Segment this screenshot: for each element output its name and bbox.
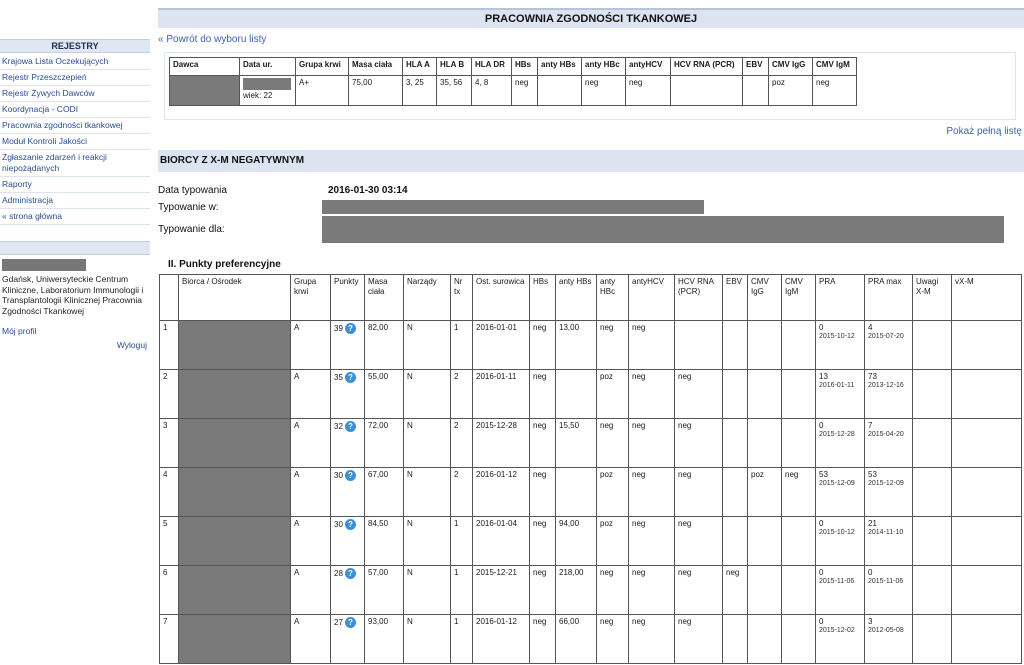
row-antyhcv: neg — [629, 566, 675, 615]
row-antyhbc: neg — [597, 615, 629, 664]
row-antyhbs — [556, 468, 597, 517]
sidebar-item-home[interactable]: « strona główna — [2, 211, 63, 221]
pra-max-value: 0 — [868, 568, 873, 577]
row-xm-notes — [913, 566, 952, 615]
row-pra-max — [865, 615, 913, 664]
row-pra-max — [865, 321, 913, 370]
row-tx-no: 1 — [451, 321, 473, 370]
row-number: 2 — [160, 370, 179, 419]
table-row[interactable] — [160, 566, 1022, 615]
help-icon[interactable]: ? — [345, 421, 356, 432]
table-row[interactable] — [160, 615, 1022, 664]
row-ebv — [723, 321, 748, 370]
col-cmv-igm: CMV IgM — [782, 275, 816, 321]
points-value: 30 — [334, 520, 343, 529]
donor-blood-group: A+ — [296, 76, 349, 106]
recipient-name-redacted — [179, 615, 291, 664]
col-hcv-rna: HCV RNA (PCR) — [675, 275, 723, 321]
col-ebv: EBV — [723, 275, 748, 321]
table-row[interactable] — [160, 321, 1022, 370]
row-number: 7 — [160, 615, 179, 664]
pra-date: 2015-12-09 — [819, 480, 855, 487]
row-blood-group: A — [291, 370, 331, 419]
col-anty-hbc: anty HBc — [582, 58, 626, 76]
col-donor: Dawca — [170, 58, 240, 76]
donor-anty-hcv: neg — [626, 76, 671, 106]
row-hcvrna: neg — [675, 517, 723, 566]
typing-date-label: Data typowania — [158, 185, 227, 196]
row-vxm — [952, 419, 1022, 468]
row-tx-no: 2 — [451, 419, 473, 468]
col-hla-b: HLA B — [437, 58, 472, 76]
row-vxm — [952, 517, 1022, 566]
pra-date: 2015-10-12 — [819, 529, 855, 536]
recipient-name-redacted — [179, 419, 291, 468]
row-cmvigg — [748, 321, 782, 370]
row-number: 6 — [160, 566, 179, 615]
row-blood-group: A — [291, 419, 331, 468]
row-antyhbc: poz — [597, 370, 629, 419]
col-hla-dr: HLA DR — [472, 58, 512, 76]
sidebar-item-reports[interactable]: Raporty — [2, 179, 32, 189]
row-hbs: neg — [530, 615, 556, 664]
sidebar-item — [0, 193, 150, 209]
row-pra — [816, 615, 865, 664]
pra-max-date: 2013-12-16 — [868, 382, 904, 389]
pra-date: 2015-10-12 — [819, 333, 855, 340]
sidebar-item-administration[interactable]: Administracja — [2, 195, 54, 205]
row-antyhbc: neg — [597, 566, 629, 615]
col-organs: Narządy — [404, 275, 451, 321]
sidebar-item — [0, 102, 150, 118]
recipient-name-redacted — [179, 566, 291, 615]
donor-table — [169, 57, 857, 106]
row-hbs: neg — [530, 468, 556, 517]
sidebar — [0, 0, 150, 665]
row-ebv: neg — [723, 566, 748, 615]
recipient-name-redacted — [179, 370, 291, 419]
row-vxm — [952, 468, 1022, 517]
row-last-serum: 2016-01-12 — [473, 615, 530, 664]
row-last-serum: 2016-01-11 — [473, 370, 530, 419]
row-blood-group: A — [291, 321, 331, 370]
row-pra-max — [865, 517, 913, 566]
table-row[interactable] — [160, 468, 1022, 517]
row-blood-group: A — [291, 566, 331, 615]
donor-hla-b: 35, 56 — [437, 76, 472, 106]
row-vxm — [952, 321, 1022, 370]
back-to-list-link[interactable]: « Powrót do wyboru listy — [158, 34, 267, 45]
sidebar-item-tissue-lab[interactable]: Pracownia zgodności tkankowej — [2, 120, 123, 130]
row-ebv — [723, 615, 748, 664]
row-hcvrna: neg — [675, 566, 723, 615]
row-mass: 84,50 — [365, 517, 404, 566]
points-value: 35 — [334, 373, 343, 382]
col-pra: PRA — [816, 275, 865, 321]
pra-value: 53 — [819, 470, 828, 479]
section-title: BIORCY Z X-M NEGATYWNYM — [158, 150, 1024, 172]
pra-max-value: 3 — [868, 617, 873, 626]
row-pra-max — [865, 566, 913, 615]
row-antyhcv: neg — [629, 370, 675, 419]
row-antyhbs: 66,00 — [556, 615, 597, 664]
row-organs: N — [404, 321, 451, 370]
row-organs: N — [404, 615, 451, 664]
donor-ebv — [743, 76, 769, 106]
row-pra-max — [865, 419, 913, 468]
row-organs: N — [404, 370, 451, 419]
row-mass: 82,00 — [365, 321, 404, 370]
row-hbs: neg — [530, 321, 556, 370]
col-hbs: HBs — [512, 58, 538, 76]
pra-max-date: 2015-07-20 — [868, 333, 904, 340]
help-icon[interactable]: ? — [345, 470, 356, 481]
donor-age: wiek: 22 — [243, 91, 273, 100]
row-last-serum: 2016-01-01 — [473, 321, 530, 370]
row-points — [331, 321, 365, 370]
row-cmvigm — [782, 370, 816, 419]
row-last-serum: 2015-12-28 — [473, 419, 530, 468]
pra-max-value: 21 — [868, 519, 877, 528]
row-hbs: neg — [530, 566, 556, 615]
table-row[interactable] — [160, 419, 1022, 468]
row-hcvrna: neg — [675, 615, 723, 664]
row-antyhcv: neg — [629, 517, 675, 566]
help-icon[interactable]: ? — [345, 519, 356, 530]
col-hbs: HBs — [530, 275, 556, 321]
pra-max-date: 2014-11-10 — [868, 529, 904, 536]
row-vxm — [952, 566, 1022, 615]
help-icon[interactable]: ? — [345, 568, 356, 579]
row-xm-notes — [913, 321, 952, 370]
row-points — [331, 370, 365, 419]
donor-hbs: neg — [512, 76, 538, 106]
pra-max-date: 2015-04-20 — [868, 431, 904, 438]
col-pra-max: PRA max — [865, 275, 913, 321]
row-points — [331, 566, 365, 615]
donor-anty-hbs — [538, 76, 582, 106]
row-hcvrna — [675, 321, 723, 370]
row-vxm — [952, 615, 1022, 664]
pra-value: 0 — [819, 323, 824, 332]
row-number: 1 — [160, 321, 179, 370]
row-last-serum: 2016-01-12 — [473, 468, 530, 517]
row-antyhcv: neg — [629, 321, 675, 370]
typing-for-redacted — [322, 216, 1004, 243]
row-last-serum: 2015-12-21 — [473, 566, 530, 615]
row-xm-notes — [913, 517, 952, 566]
row-points — [331, 468, 365, 517]
row-cmvigg — [748, 566, 782, 615]
row-pra — [816, 566, 865, 615]
row-hcvrna: neg — [675, 468, 723, 517]
donor-panel — [164, 52, 1016, 120]
col-hla-a: HLA A — [403, 58, 437, 76]
row-organs: N — [404, 517, 451, 566]
row-ebv — [723, 517, 748, 566]
row-number: 3 — [160, 419, 179, 468]
row-hbs: neg — [530, 517, 556, 566]
row-mass: 67,00 — [365, 468, 404, 517]
col-blood-group: Grupa krwi — [291, 275, 331, 321]
row-blood-group: A — [291, 615, 331, 664]
col-mass: Masa ciała — [365, 275, 404, 321]
sidebar-item — [0, 118, 150, 134]
pra-date: 2015-12-02 — [819, 627, 855, 634]
sidebar-item-transplant-register[interactable]: Rejestr Przeszczepień — [2, 72, 87, 82]
row-blood-group: A — [291, 517, 331, 566]
recipients-table — [159, 274, 1022, 664]
recipient-name-redacted — [179, 468, 291, 517]
sidebar-item — [0, 150, 150, 177]
row-hbs: neg — [530, 419, 556, 468]
pra-max-value: 73 — [868, 372, 877, 381]
row-mass: 55,00 — [365, 370, 404, 419]
donor-hcv-rna — [671, 76, 743, 106]
row-antyhbc: neg — [597, 419, 629, 468]
row-mass: 57,00 — [365, 566, 404, 615]
row-antyhbs: 218,00 — [556, 566, 597, 615]
sidebar-item-adverse-events[interactable]: Zgłaszanie zdarzeń i reakcji niepożądanych — [2, 152, 107, 173]
typing-in-redacted — [322, 200, 704, 214]
donor-data-row — [170, 76, 857, 106]
logout-link[interactable]: Wyloguj — [116, 340, 147, 350]
col-anty-hcv: antyHCV — [626, 58, 671, 76]
row-cmvigm — [782, 566, 816, 615]
row-cmvigg — [748, 615, 782, 664]
col-birth-date: Data ur. — [240, 58, 296, 76]
recipient-name-redacted — [179, 517, 291, 566]
col-recipient: Biorca / Ośrodek — [179, 275, 291, 321]
row-antyhbs — [556, 370, 597, 419]
redacted-user-name — [2, 259, 86, 271]
row-organs: N — [404, 468, 451, 517]
page-title: PRACOWNIA ZGODNOŚCI TKANKOWEJ — [158, 8, 1024, 28]
typing-date-value: 2016-01-30 03:14 — [328, 185, 408, 196]
pra-max-date: 2012-05-08 — [868, 627, 904, 634]
row-organs: N — [404, 419, 451, 468]
col-ebv: EBV — [743, 58, 769, 76]
col-xm-notes: Uwagi X-M — [913, 275, 952, 321]
row-points — [331, 615, 365, 664]
row-blood-group: A — [291, 468, 331, 517]
sidebar-item — [0, 134, 150, 150]
points-value: 32 — [334, 422, 343, 431]
row-last-serum: 2016-01-04 — [473, 517, 530, 566]
help-icon[interactable]: ? — [345, 617, 356, 628]
col-vxm: vX-M — [952, 275, 1022, 321]
row-number: 4 — [160, 468, 179, 517]
row-points — [331, 419, 365, 468]
row-tx-no: 2 — [451, 468, 473, 517]
pra-max-value: 7 — [868, 421, 873, 430]
pra-max-value: 4 — [868, 323, 873, 332]
table-row[interactable] — [160, 517, 1022, 566]
col-cmv-igg: CMV IgG — [748, 275, 782, 321]
row-xm-notes — [913, 615, 952, 664]
points-value: 39 — [334, 324, 343, 333]
row-cmvigm — [782, 321, 816, 370]
row-cmvigm: neg — [782, 468, 816, 517]
sidebar-item-living-donors[interactable]: Rejestr Żywych Dawców — [2, 88, 95, 98]
row-xm-notes — [913, 370, 952, 419]
row-tx-no: 1 — [451, 566, 473, 615]
row-pra — [816, 321, 865, 370]
row-ebv — [723, 419, 748, 468]
row-tx-no: 2 — [451, 370, 473, 419]
sidebar-item — [0, 177, 150, 193]
col-tx-no: Nr tx — [451, 275, 473, 321]
row-tx-no: 1 — [451, 517, 473, 566]
table-row[interactable] — [160, 370, 1022, 419]
row-antyhcv: neg — [629, 419, 675, 468]
row-cmvigm — [782, 517, 816, 566]
row-antyhcv: neg — [629, 615, 675, 664]
col-no — [160, 275, 179, 321]
donor-cmv-igm: neg — [813, 76, 857, 106]
pra-value: 0 — [819, 568, 824, 577]
sidebar-item — [0, 86, 150, 102]
organization-name: Gdańsk, Uniwersyteckie Centrum Kliniczne, Laboratorium Immunologii i Transplantologii Klinicznej Pracownia Zgodności Tkankowej — [2, 274, 144, 316]
col-blood-group: Grupa krwi — [296, 58, 349, 76]
main-content — [158, 0, 1024, 665]
points-value: 30 — [334, 471, 343, 480]
row-hcvrna: neg — [675, 370, 723, 419]
col-points: Punkty — [331, 275, 365, 321]
row-pra-max — [865, 468, 913, 517]
row-antyhbc: poz — [597, 517, 629, 566]
donor-anty-hbc: neg — [582, 76, 626, 106]
pra-max-value: 53 — [868, 470, 877, 479]
pra-value: 0 — [819, 519, 824, 528]
row-pra-max — [865, 370, 913, 419]
row-xm-notes — [913, 468, 952, 517]
donor-birth-date — [240, 76, 296, 106]
col-hcv-rna: HCV RNA (PCR) — [671, 58, 743, 76]
pra-date: 2015-11-06 — [819, 578, 855, 585]
row-points — [331, 517, 365, 566]
row-organs: N — [404, 566, 451, 615]
pra-max-date: 2015-11-06 — [868, 578, 904, 585]
row-antyhbs: 15,50 — [556, 419, 597, 468]
col-anty-hbc: anty HBc — [597, 275, 629, 321]
row-antyhbs: 94,00 — [556, 517, 597, 566]
row-vxm — [952, 370, 1022, 419]
row-cmvigg — [748, 517, 782, 566]
row-ebv — [723, 468, 748, 517]
donor-mass: 75,00 — [349, 76, 403, 106]
sidebar-item-coordination[interactable]: Koordynacja - CODI — [2, 104, 79, 114]
row-hbs: neg — [530, 370, 556, 419]
points-value: 28 — [334, 569, 343, 578]
row-pra — [816, 370, 865, 419]
donor-hla-dr: 4, 8 — [472, 76, 512, 106]
col-last-serum: Ost. surowica — [473, 275, 530, 321]
pra-date: 2015-12-28 — [819, 431, 855, 438]
row-pra — [816, 419, 865, 468]
sidebar-item — [0, 209, 150, 225]
col-anty-hbs: anty HBs — [538, 58, 582, 76]
row-antyhcv: neg — [629, 468, 675, 517]
sidebar-item-quality-control[interactable]: Moduł Kontroli Jakości — [2, 136, 88, 146]
col-cmv-igg: CMV IgG — [769, 58, 813, 76]
sidebar-item — [0, 70, 150, 86]
row-cmvigg — [748, 370, 782, 419]
row-cmvigg: poz — [748, 468, 782, 517]
birth-date-redacted — [243, 78, 291, 90]
recipients-header-row — [160, 275, 1022, 321]
row-hcvrna: neg — [675, 419, 723, 468]
col-cmv-igm: CMV IgM — [813, 58, 857, 76]
row-cmvigm — [782, 419, 816, 468]
row-pra — [816, 468, 865, 517]
recipient-name-redacted — [179, 321, 291, 370]
sidebar-divider — [0, 241, 150, 255]
row-number: 5 — [160, 517, 179, 566]
typing-for-label: Typowanie dla: — [158, 224, 225, 235]
pra-max-date: 2015-12-09 — [868, 480, 904, 487]
col-mass: Masa ciała — [349, 58, 403, 76]
row-antyhbc: neg — [597, 321, 629, 370]
pra-date: 2016-01-11 — [819, 382, 855, 389]
help-icon[interactable]: ? — [345, 323, 356, 334]
help-icon[interactable]: ? — [345, 372, 356, 383]
row-antyhbs: 13,00 — [556, 321, 597, 370]
registers-header: REJESTRY — [0, 39, 150, 53]
donor-header-row — [170, 58, 857, 76]
donor-name-redacted — [170, 76, 240, 106]
col-anty-hcv: antyHCV — [629, 275, 675, 321]
donor-cmv-igg: poz — [769, 76, 813, 106]
points-value: 27 — [334, 618, 343, 627]
col-anty-hbs: anty HBs — [556, 275, 597, 321]
sidebar-item-waiting-list[interactable]: Krajowa Lista Oczekujących — [2, 56, 109, 66]
row-cmvigm — [782, 615, 816, 664]
row-pra — [816, 517, 865, 566]
recipients-body — [160, 321, 1022, 664]
row-mass: 72,00 — [365, 419, 404, 468]
row-antyhbc: poz — [597, 468, 629, 517]
row-ebv — [723, 370, 748, 419]
pra-value: 0 — [819, 617, 824, 626]
sidebar-item — [0, 54, 150, 70]
profile-link[interactable]: Mój profil — [2, 326, 37, 336]
show-full-list-link[interactable]: Pokaż pełną listę — [946, 126, 1022, 137]
donor-hla-a: 3, 25 — [403, 76, 437, 106]
row-tx-no: 1 — [451, 615, 473, 664]
sidebar-menu — [0, 54, 150, 225]
pra-value: 13 — [819, 372, 828, 381]
typing-in-label: Typowanie w: — [158, 202, 219, 213]
pra-value: 0 — [819, 421, 824, 430]
row-xm-notes — [913, 419, 952, 468]
row-cmvigg — [748, 419, 782, 468]
preferential-points-title: II. Punkty preferencyjne — [168, 259, 281, 270]
row-mass: 93,00 — [365, 615, 404, 664]
